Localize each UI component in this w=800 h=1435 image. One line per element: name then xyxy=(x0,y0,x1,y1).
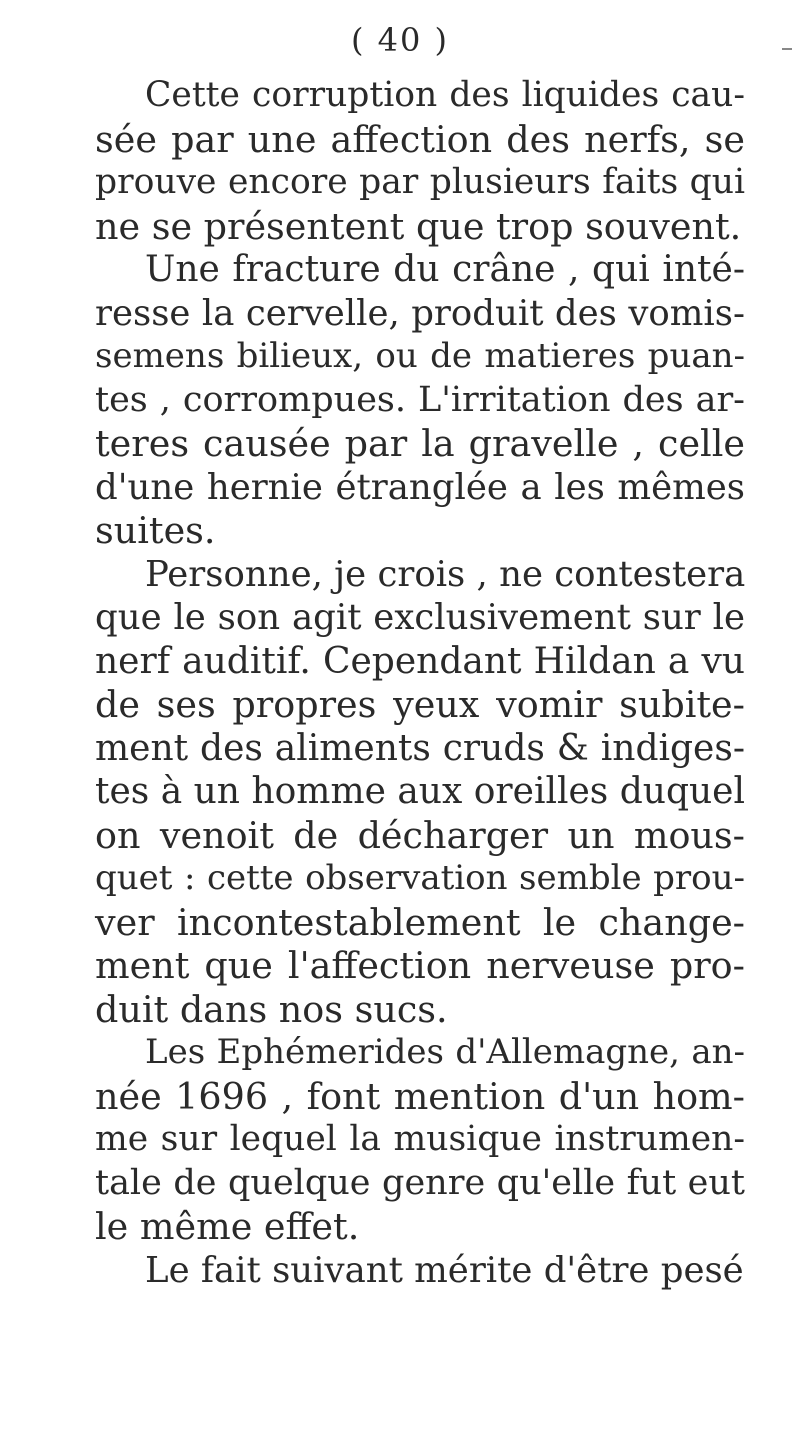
text-line: teres causée par la gravelle , celle xyxy=(95,422,745,465)
text-line: semens bilieux, ou de matieres puan- xyxy=(95,336,745,376)
body-text xyxy=(95,74,745,1292)
text-line: d'une hernie étranglée a les mêmes xyxy=(95,466,745,508)
text-line: prouve encore par plusieurs faits qui xyxy=(95,162,745,202)
page-number: ( 40 ) xyxy=(350,21,450,59)
text-line: ment des aliments cruds & indiges- xyxy=(95,727,745,769)
text-line: Personne, je crois , ne contestera xyxy=(145,553,746,595)
text-line: le même effet. xyxy=(95,1205,360,1248)
text-line: quet : cette observation semble prou- xyxy=(95,858,745,898)
text-line: nerf auditif. Cependant Hildan a vu xyxy=(95,640,745,682)
text-line: suites. xyxy=(95,509,216,552)
margin-mark xyxy=(782,48,792,50)
text-line: tes , corrompues. L'irritation des ar- xyxy=(95,379,745,420)
text-line: Le fait suivant mérite d'être pesé xyxy=(145,1249,744,1291)
text-line: sée par une affection des nerfs, se xyxy=(95,117,745,161)
text-line: on venoit de décharger un mous- xyxy=(95,813,745,857)
text-line: de ses propres yeux vomir subite- xyxy=(95,683,745,726)
text-line: ver incontestablement le change- xyxy=(95,900,745,944)
text-line: Cette corruption des liquides cau- xyxy=(145,75,745,115)
text-line: ne se présentent que trop souvent. xyxy=(95,204,742,248)
text-line: née 1696 , font mention d'un hom- xyxy=(95,1074,745,1118)
text-line: Les Ephémerides d'Allemagne, an- xyxy=(145,1032,745,1072)
text-line: tale de quelque genre qu'elle fut eut xyxy=(95,1162,745,1203)
text-line: resse la cervelle, produit des vomis- xyxy=(95,292,745,334)
text-line: que le son agit exclusivement sur le xyxy=(95,597,745,638)
text-line: tes à un homme aux oreilles duquel xyxy=(95,771,745,812)
text-line: me sur lequel la musique instrumen- xyxy=(95,1119,745,1159)
text-line: Une fracture du crâne , qui inté- xyxy=(145,249,745,290)
text-line: ment que l'affection nerveuse pro- xyxy=(95,944,745,987)
text-line: duit dans nos sucs. xyxy=(95,987,448,1031)
